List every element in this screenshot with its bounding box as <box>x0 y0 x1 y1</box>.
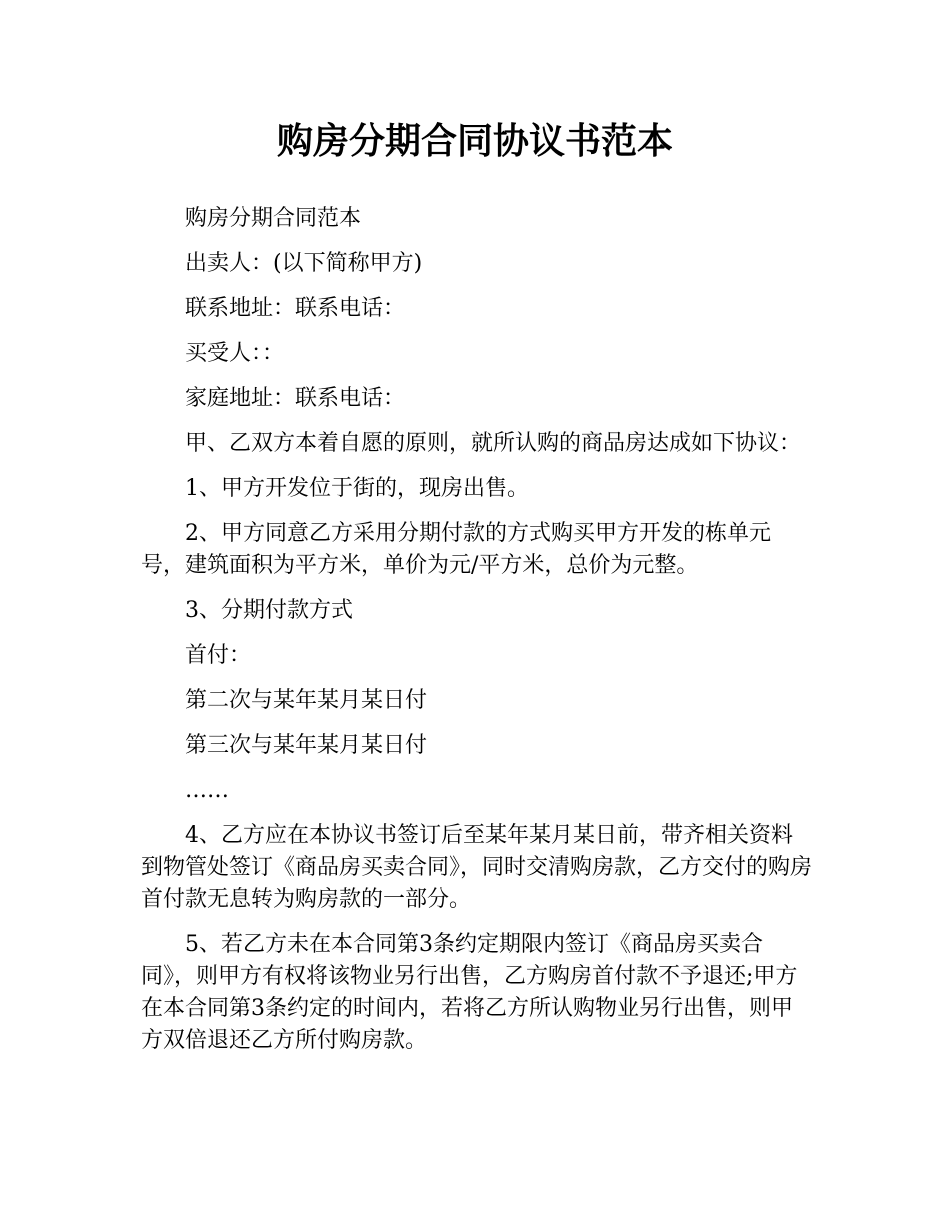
document-body <box>141 203 813 1070</box>
paragraph-buyer: 买受人：： <box>185 341 285 366</box>
paragraph-seller: 出卖人：(以下简称甲方) <box>185 251 423 276</box>
document-title: 购房分期合同协议书范本 <box>276 121 673 162</box>
paragraph-second-payment: 第二次与某年某月某日付 <box>185 688 428 713</box>
paragraph-buyer-contact: 家庭地址：联系电话： <box>185 386 406 411</box>
paragraph-clause-3: 3、分期付款方式 <box>185 598 353 623</box>
paragraph-down-payment: 首付： <box>185 643 252 668</box>
paragraph-agreement-intro: 甲、乙双方本着自愿的原则，就所认购的商品房达成如下协议： <box>185 431 802 456</box>
paragraph-clause-5: 5、若乙方未在本合同第3条约定期限内签订《商品房买卖合同》，则甲方有权将该物业另行出售，乙方购房首付款不予退还;甲方在本合同第3条约定的时间内，若将乙方所认购物业另行出售，则甲方双倍退还乙方所付购房款。 <box>141 932 798 1053</box>
paragraph-clause-1: 1、甲方开发位于街的，现房出售。 <box>185 476 529 501</box>
paragraph-contract-name: 购房分期合同范本 <box>185 206 362 231</box>
paragraph-seller-contact: 联系地址：联系电话： <box>185 296 406 321</box>
paragraph-clause-2: 2、甲方同意乙方采用分期付款的方式购买甲方开发的栋单元号，建筑面积为平方米，单价为元/平方米，总价为元整。 <box>141 521 771 578</box>
paragraph-clause-4: 4、乙方应在本协议书签订后至某年某月某日前，带齐相关资料到物管处签订《商品房买卖合同》，同时交清购房款，乙方交付的购房首付款无息转为购房款的一部分。 <box>141 823 813 912</box>
paragraph-third-payment: 第三次与某年某月某日付 <box>185 733 428 758</box>
paragraph-ellipsis: …… <box>185 778 229 803</box>
